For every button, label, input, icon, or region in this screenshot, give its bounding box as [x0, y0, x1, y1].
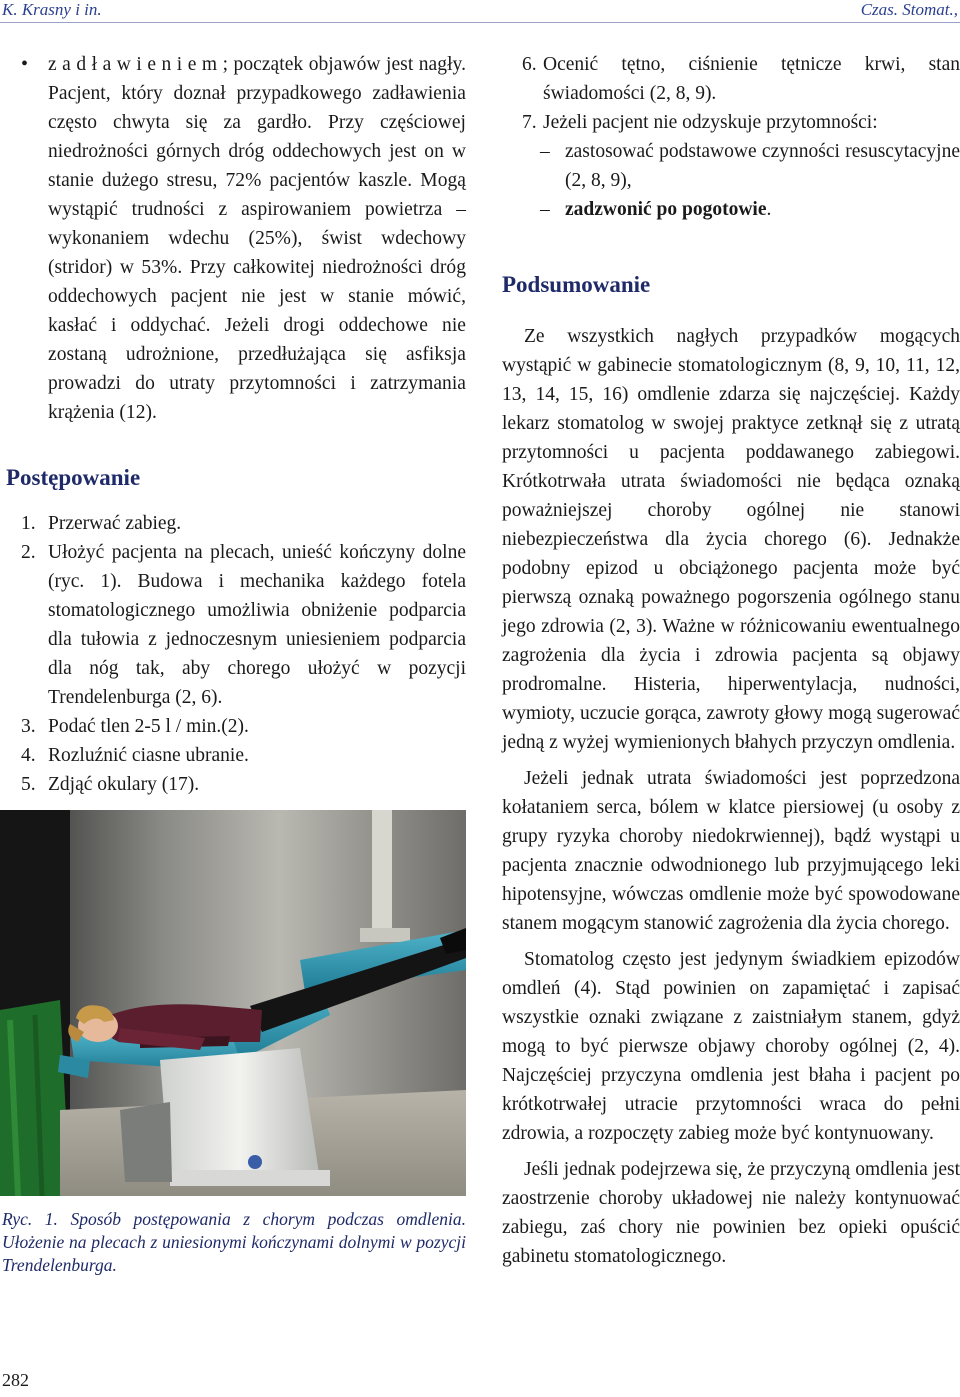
step-text: Rozluźnić ciasne ubranie.: [48, 745, 249, 766]
procedure-step-5: [0, 770, 466, 799]
step-text: Ocenić tętno, ciśnienie tętnicze krwi, stan świadomości (2, 8, 9).: [543, 54, 960, 104]
patient-on-dental-chair-illustration: [0, 810, 466, 1196]
step-text: Ułożyć pacjenta na plecach, unieść kończyny dolne (ryc. 1). Budowa i mechanika każdego fotela stomatologicznego umożliwia obniżenie podparcia dla tułowia z jednoczesnym uniesieniem podparcia dla nóg tak, aby chorego ułożyć w pozycji Trendelenburga (2, 6).: [48, 542, 466, 708]
bullet-text: z a d ł a w i e n i e m ; początek objawów jest nagły. Pacjent, który doznał przypadkowego zadławienia często chwyta się za gardło. Przy częściowej niedrożności górnych dróg oddechowych jest on w stanie dużego stresu, 72% pacjentów kaszle. Mogą wystąpić trudności z aspirowaniem powietrza – wykonaniem wdechu (25%), świst wdechowy (stridor) w 53%. Przy całkowitej niedrożności dróg oddechowych pacjent nie jest w stanie mówić, kasłać i oddychać. Jeżeli drogi oddechowe nie zostaną udrożnione, przedłużająca się asfiksja prowadzi do utraty przytomności i zatrzymania krążenia (12).: [48, 54, 466, 423]
step-text: Zdjąć okulary (17).: [48, 774, 200, 795]
dash-marker: –: [540, 199, 550, 220]
figure-trendelenburg-photo: [0, 810, 466, 1196]
summary-paragraph-2: Jeżeli jednak utrata świadomości jest poprzedzona kołataniem serca, bólem w klatce piersiowej (u osoby z grupy ryzyka choroby niedokrwiennej), bądź wystąpi u pacjenta znacznie odwodnionego lub przyjmującego leki hipotensyjne, wówczas omdlenie może być spowodowane stanem mogącym stanowić zagrożenia dla życia chorego.: [502, 768, 960, 934]
step-number: 1.: [21, 513, 36, 534]
bullet-icon: •: [21, 53, 29, 75]
procedure-step-2: [0, 538, 466, 712]
summary-paragraph-1: Ze wszystkich nagłych przypadków mogących wystąpić w gabinecie stomatologicznym (8, 9, 10, 11, 12, 13, 14, 15, 16) omdlenie zdarza się najczęściej. Każdy lekarz stomatolog w swojej praktyce zetknął się z utratą przytomności u pacjenta poddawanego zabiegowi. Krótkotrwała utrata świadomości nie będąca oznaką poważniejszej choroby ogólnej nie stanowi niebezpieczeństwa dla życia chorego (6). Jednakże podobny epizod u obciążonego pacjenta może być pierwszą oznaką poważnego pogorszenia ogólnego stanu jego zdrowia (2, 3). Ważne w różnicowaniu ewentualnego zagrożenia dla życia i zdrowia pacjenta są objawy prodromalne. Histeria, hiperwentylacja, nudności, wymioty, uczucie gorąca, zawroty głowy mogą sugerować jedną z wyżej wymienionych błahych przyczyn omdlenia.: [502, 326, 960, 753]
procedure-list: [0, 509, 466, 799]
step-number: 7.: [522, 112, 537, 133]
running-head-journal: Czas. Stomat.,: [860, 0, 958, 19]
step-text: Przerwać zabieg.: [48, 513, 182, 534]
running-head-authors: K. Krasny i in.: [2, 0, 102, 19]
procedure-list-continued: [500, 50, 960, 224]
procedure-step-3: [0, 712, 466, 741]
right-column: [500, 50, 960, 1271]
header-rule: [0, 22, 960, 23]
sub-item-resuscitation: [500, 137, 960, 195]
bullet-item-choking: [0, 50, 466, 427]
running-head: [0, 0, 960, 22]
dash-marker: –: [540, 141, 550, 162]
page-number: 282: [2, 1370, 29, 1390]
left-column: [0, 50, 466, 1277]
sub-item-call-ambulance: [500, 195, 960, 224]
step-text: Jeżeli pacjent nie odzyskuje przytomności:: [543, 112, 878, 133]
step-number: 6.: [522, 54, 537, 75]
procedure-step-7: [500, 108, 960, 137]
step-number: 3.: [21, 716, 36, 737]
step-number: 2.: [21, 542, 36, 563]
summary-body: [500, 322, 960, 1271]
section-title-podsumowanie: Podsumowanie: [502, 272, 651, 297]
sub-item-text: .: [766, 199, 772, 220]
sub-item-bold-text: zadzwonić po pogotowie: [565, 199, 767, 220]
procedure-step-6: [500, 50, 960, 108]
sub-item-text: zastosować podstawowe czynności resuscytacyjne (2, 8, 9),: [565, 141, 960, 191]
procedure-step-1: [0, 509, 466, 538]
summary-paragraph-3: Stomatolog często jest jedynym świadkiem epizodów omdleń (4). Stąd powinien on zapamiętać i zapisać wszystkie oznaki związane z zaistniałym stanem, gdyż mogą to być pierwsze objawy choroby ogólnej (2, 4). Najczęściej przyczyna omdlenia jest błaha i pacjent po krótkotrwałej utracie przytomności wraca do pełni zdrowia, a rozpoczęty zabieg może być kontynuowany.: [502, 949, 960, 1144]
step-number: 5.: [21, 774, 36, 795]
summary-paragraph-4: Jeśli jednak podejrzewa się, że przyczyną omdlenia jest zaostrzenie choroby układowej nie należy kontynuować zabiegu, zaś chory nie powinien bez opieki opuścić gabinetu stomatologicznego.: [502, 1159, 960, 1267]
figure-caption: Ryc. 1. Sposób postępowania z chorym podczas omdlenia. Ułożenie na plecach z uniesionymi kończynami dolnymi w pozycji Trendelenburga.: [2, 1209, 466, 1275]
procedure-step-4: [0, 741, 466, 770]
section-title-postepowanie: Postępowanie: [6, 465, 141, 490]
step-text: Podać tlen 2-5 l / min.(2).: [48, 716, 249, 737]
step-number: 4.: [21, 745, 36, 766]
